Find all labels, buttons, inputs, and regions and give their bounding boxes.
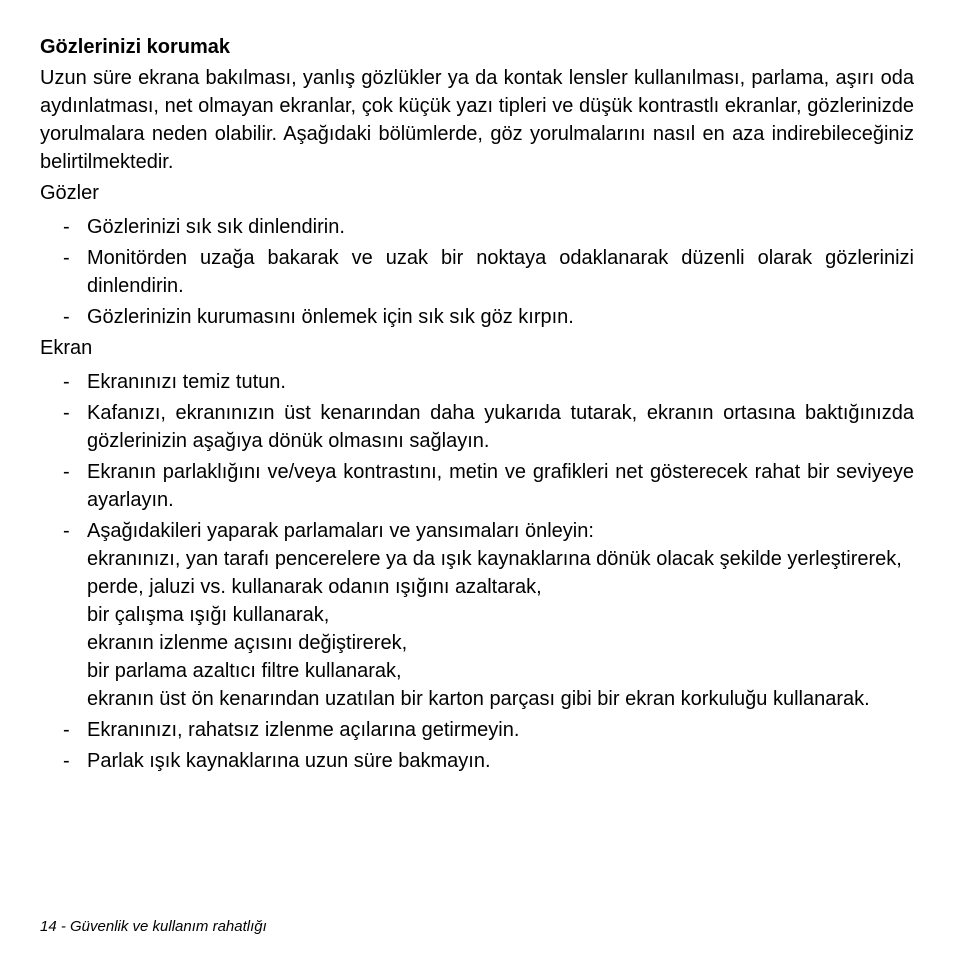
list-item-text: Ekranınızı temiz tutun. xyxy=(87,371,286,393)
list-dash: - xyxy=(63,216,70,238)
intro-paragraph: Uzun süre ekrana bakılması, yanlış gözlükler ya da kontak lensler kullanılması, parlama, aşırı oda aydınlatması, net olmayan ekranlar, çok küçük yazı tipleri ve düşük kontrastlı ekranlar, gözlerinizde yorulmalara neden olabilir. Aşağıdaki bölümlerde, göz yorulmalarını nasıl en aza indirebileceğiniz belirtilmektedir. xyxy=(40,67,914,173)
page-content xyxy=(40,33,914,778)
list-item-text: Ekranın parlaklığını ve/veya kontrastını, metin ve grafikleri net gösterecek rahat bir seviyeye ayarlayın. xyxy=(87,461,914,511)
eyes-list xyxy=(40,213,914,331)
glare-line: ekranın üst ön kenarından uzatılan bir karton parçası gibi bir ekran korkuluğu kullanarak. xyxy=(87,688,870,710)
list-item xyxy=(40,716,914,744)
list-item-text: Kafanızı, ekranınızın üst kenarından daha yukarıda tutarak, ekranın ortasına baktığınızda gözlerinizin aşağıya dönük olmasını sağlayın. xyxy=(87,402,914,452)
screen-list xyxy=(40,368,914,775)
list-dash: - xyxy=(63,461,70,483)
glare-line: bir parlama azaltıcı filtre kullanarak, xyxy=(87,660,402,682)
list-dash: - xyxy=(63,402,70,424)
glare-line: ekranınızı, yan tarafı pencerelere ya da ışık kaynaklarına dönük olacak şekilde yerleştirerek, xyxy=(87,548,902,570)
list-item xyxy=(40,303,914,331)
list-item-text: Parlak ışık kaynaklarına uzun süre bakmayın. xyxy=(87,750,491,772)
list-dash: - xyxy=(63,750,70,772)
list-item xyxy=(40,747,914,775)
glare-line: ekranın izlenme açısını değiştirerek, xyxy=(87,632,408,654)
list-dash: - xyxy=(63,306,70,328)
list-item-glare xyxy=(40,517,914,713)
section-heading: Gözlerinizi korumak xyxy=(40,36,231,58)
list-item xyxy=(40,244,914,300)
list-dash: - xyxy=(63,520,70,542)
list-item-text: Gözlerinizi sık sık dinlendirin. xyxy=(87,216,345,238)
eyes-subheading: Gözler xyxy=(40,182,99,204)
list-dash: - xyxy=(63,247,70,269)
list-item-text: Ekranınızı, rahatsız izlenme açılarına getirmeyin. xyxy=(87,719,520,741)
list-item xyxy=(40,458,914,514)
glare-line: bir çalışma ışığı kullanarak, xyxy=(87,604,330,626)
list-item xyxy=(40,213,914,241)
list-item xyxy=(40,368,914,396)
screen-subheading: Ekran xyxy=(40,337,93,359)
list-item-text: Gözlerinizin kurumasını önlemek için sık sık göz kırpın. xyxy=(87,306,574,328)
glare-line: perde, jaluzi vs. kullanarak odanın ışığını azaltarak, xyxy=(87,576,542,598)
glare-intro: Aşağıdakileri yaparak parlamaları ve yansımaları önleyin: xyxy=(87,520,594,542)
list-item xyxy=(40,399,914,455)
list-item-text: Monitörden uzağa bakarak ve uzak bir noktaya odaklanarak düzenli olarak gözlerinizi dinlendirin. xyxy=(87,247,914,297)
list-dash: - xyxy=(63,719,70,741)
page-footer: 14 - Güvenlik ve kullanım rahatlığı xyxy=(40,918,267,935)
list-dash: - xyxy=(63,371,70,393)
